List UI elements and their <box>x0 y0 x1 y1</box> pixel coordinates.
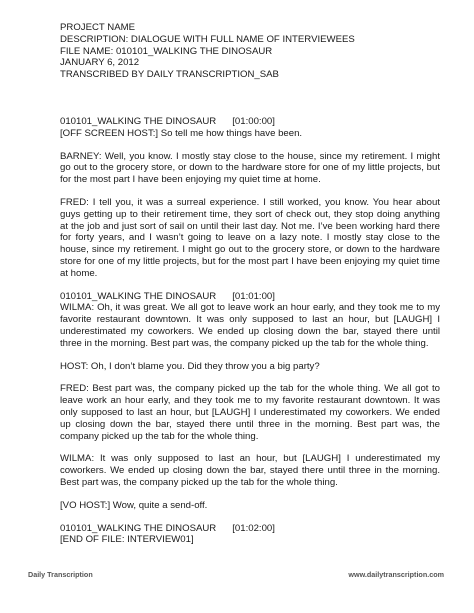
vo-host-paragraph <box>60 500 440 512</box>
host-paragraph <box>60 361 440 373</box>
timecode-time: [01:01:00] <box>232 290 275 302</box>
start-marker-block <box>60 116 440 140</box>
fred-paragraph-1 <box>60 197 440 280</box>
footer-website: www.dailytranscription.com <box>348 570 444 579</box>
timecode-marker <box>60 291 440 303</box>
description-line: DESCRIPTION: DIALOGUE WITH FULL NAME OF INTERVIEWEES <box>60 33 355 45</box>
footer-company-name: Daily Transcription <box>28 570 93 579</box>
project-name: PROJECT NAME <box>60 22 135 33</box>
host-text: HOST: Oh, I don’t blame you. Did they throw you a big party? <box>60 360 320 372</box>
timecode-time: [01:02:00] <box>232 522 275 534</box>
timecode-time: [01:00:00] <box>232 115 275 127</box>
document-header <box>60 22 440 81</box>
wilma-paragraph-2 <box>60 453 440 488</box>
fred-text-1: FRED: I tell you, it was a surreal experience. I still worked, you know. You hear about guys getting up to their retirement time, they sort of check out, they stop doing anything at the job and just sort of sail on until their last day. Not me. I’ve been working hard there for forty years, and I wasn’t going to leave on a lazy note. I mostly stay close to the house, since my retirement. I might go out to the grocery store, or down to the hardware store for one of my little projects, but for the most part I have been enjoying my quiet time at home. <box>60 196 440 279</box>
barney-text: BARNEY: Well, you know. I mostly stay close to the house, since my retirement. I might go out to the grocery store, or down to the hardware store for one of my little projects, but for the most part I have been enjoying my quiet time at home. <box>60 150 440 186</box>
timecode-marker <box>60 523 440 535</box>
date-line: JANUARY 6, 2012 <box>60 57 140 69</box>
fred-text-2: FRED: Best part was, the company picked up the tab for the whole thing. We all got to leave work an hour early, and they took me to my favorite restaurant downtown. It was only supposed to last an hour, but [LAUGH] I underestimated my coworkers. We ended up closing down the bar, stayed there until three in the morning. Best part was, the company picked up the tab for the whole thing. <box>60 383 440 442</box>
end-of-file-line: [END OF FILE: INTERVIEW01] <box>60 534 194 546</box>
document-page <box>60 22 440 557</box>
fred-paragraph-2 <box>60 383 440 442</box>
transcribed-by-line: TRANSCRIBED BY DAILY TRANSCRIPTION_SAB <box>60 69 279 81</box>
mid-marker-block <box>60 291 440 350</box>
timecode-file: 010101_WALKING THE DINOSAUR <box>60 522 217 534</box>
file-name-line: FILE NAME: 010101_WALKING THE DINOSAUR <box>60 45 273 57</box>
vo-host-text: [VO HOST:] Wow, quite a send-off. <box>60 499 208 511</box>
timecode-marker <box>60 116 440 128</box>
off-screen-host-line: [OFF SCREEN HOST:] So tell me how things have been. <box>60 127 303 139</box>
page-footer <box>28 570 444 579</box>
timecode-file: 010101_WALKING THE DINOSAUR <box>60 290 217 302</box>
end-marker-block <box>60 523 440 547</box>
timecode-file: 010101_WALKING THE DINOSAUR <box>60 115 217 127</box>
barney-paragraph <box>60 151 440 186</box>
wilma-text-2: WILMA: It was only supposed to last an hour, but [LAUGH] I underestimated my coworkers. We ended up closing down the bar, stayed there until three in the morning. Best part was, the company picked up the tab for the whole thing. <box>60 453 440 488</box>
wilma-text-1: WILMA: Oh, it was great. We all got to leave work an hour early, and they took me to my favorite restaurant downtown. It was only supposed to last an hour, but [LAUGH] I underestimated my coworkers. We ended up closing down the bar, stayed there until three in the morning. Best part was, the company picked up the tab for the whole thing. <box>60 302 440 349</box>
